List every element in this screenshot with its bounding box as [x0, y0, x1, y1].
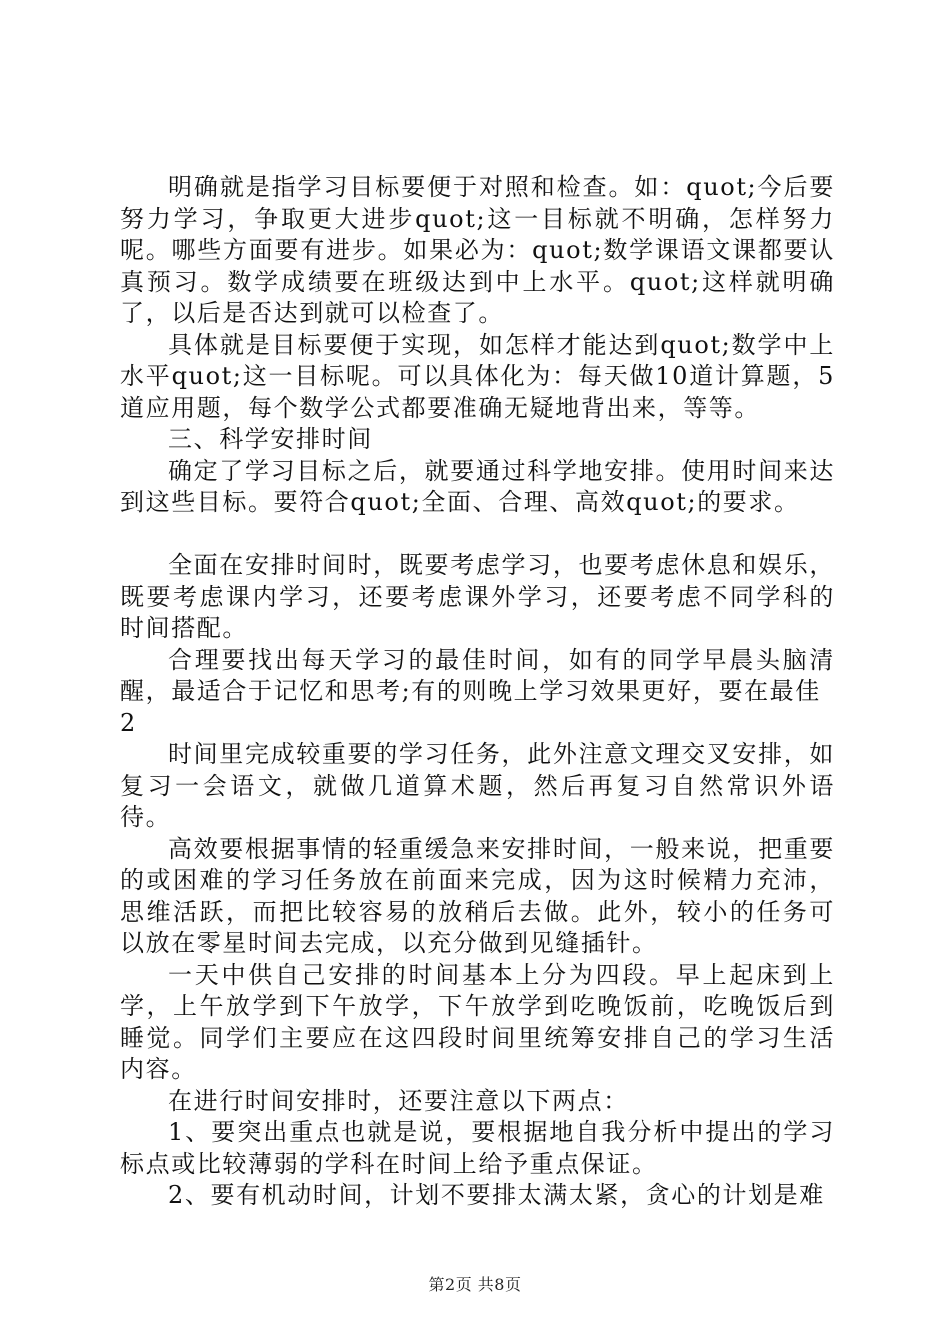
paragraph-comprehensive: 全面在安排时间时，既要考虑学习，也要考虑休息和娱乐，既要考虑课内学习，还要考虑课外学习，还要考虑不同学科的时间搭配。 — [120, 551, 835, 642]
paragraph-four-periods: 一天中供自己安排的时间基本上分为四段。早上起床到上学，上午放学到下午放学，下午放学到吃晚饭前，吃晚饭后到睡觉。同学们主要应在这四段时间里统筹安排自己的学习生活内容。 — [120, 960, 835, 1083]
inline-page-number: 2 — [120, 708, 137, 737]
paragraph-notes-intro: 在进行时间安排时，还要注意以下两点： — [168, 1086, 629, 1115]
paragraph-efficiency: 高效要根据事情的轻重缓急来安排时间，一般来说，把重要的或困难的学习任务放在前面来完成，因为这时候精力充沛，思维活跃，而把比较容易的放稍后去做。此外，较小的任务可以放在零星时间去完成，以充分做到见缝插针。 — [120, 834, 835, 957]
paragraph-best-time: 时间里完成较重要的学习任务，此外注意文理交叉安排，如复习一会语文，就做几道算术题，然后再复习自然常识外语待。 — [120, 740, 835, 831]
paragraph-reasonable: 合理要找出每天学习的最佳时间，如有的同学早晨头脑清醒，最适合于记忆和思考;有的则晚上学习效果更好，要在最佳 — [120, 645, 835, 705]
page-footer: 第2页 共8页 — [428, 1275, 522, 1294]
list-item-2: 2、要有机动时间，计划不要排太满太紧，贪心的计划是难 — [168, 1181, 825, 1209]
paragraph-clarity: 明确就是指学习目标要便于对照和检查。如：quot;今后要努力学习，争取更大进步quot;这一目标就不明确，怎样努力呢。哪些方面要有进步。如果必为：quot;数学课语文课都要认真预习。数学成绩要在班级达到中上水平。quot;这样就明确了，以后是否达到就可以检查了。 — [120, 173, 835, 327]
document-body — [120, 172, 835, 1212]
list-item-1: 1、要突出重点也就是说，要根据地自我分析中提出的学习标点或比较薄弱的学科在时间上给予重点保证。 — [120, 1118, 835, 1178]
paragraph-goals: 确定了学习目标之后，就要通过科学地安排。使用时间来达到这些目标。要符合quot;全面、合理、高效quot;的要求。 — [120, 456, 835, 516]
paragraph-specificity: 具体就是目标要便于实现，如怎样才能达到quot;数学中上水平quot;这一目标呢。可以具体化为：每天做10道计算题，5道应用题，每个数学公式都要准确无疑地背出来，等等。 — [120, 330, 835, 422]
section-heading: 三、科学安排时间 — [168, 425, 373, 453]
